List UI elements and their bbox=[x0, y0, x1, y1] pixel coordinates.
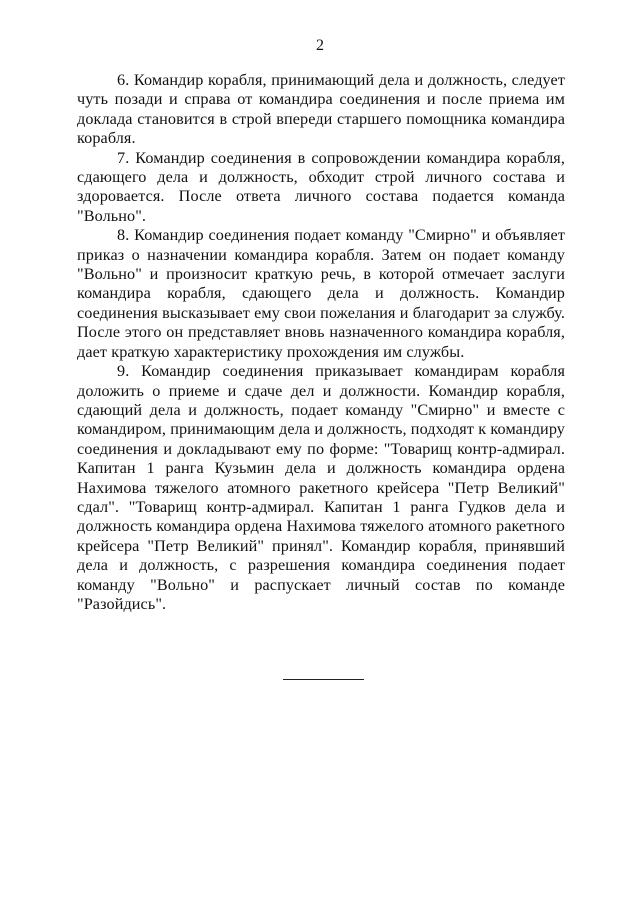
paragraph-7: 7. Командир соединения в сопровождении командира корабля, сдающего дела и должность, обходит строй личного состава и здоровается. После ответа личного состава подается команда "Вольно". bbox=[77, 148, 565, 225]
paragraph-6: 6. Командир корабля, принимающий дела и должность, следует чуть позади и справа от командира соединения и после приема им доклада становится в строй впереди старшего помощника командира корабля. bbox=[77, 71, 565, 148]
page-number: 2 bbox=[316, 37, 324, 54]
document-body bbox=[77, 71, 565, 614]
paragraph-8: 8. Командир соединения подает команду "Смирно" и объявляет приказ о назначении командира корабля. Затем он подает команду "Вольно" и произносит краткую речь, в которой отмечает заслуги командира корабля, сдающего дела и должность. Командир соединения высказывает ему свои пожелания и благодарит за службу. После этого он представляет вновь назначенного командира корабля, дает краткую характеристику прохождения им службы. bbox=[77, 226, 565, 361]
paragraph-9: 9. Командир соединения приказывает командирам корабля доложить о приеме и сдаче дел и должности. Командир корабля, сдающий дела и должность, подает команду "Смирно" и вместе с командиром, принимающим дела и должность, подходят к командиру соединения и докладывают ему по форме: "Товарищ контр-адмирал. Капитан 1 ранга Кузьмин дела и должность командира ордена Нахимова тяжелого атомного ракетного крейсера "Петр Великий" сдал". "Товарищ контр-адмирал. Капитан 1 ранга Гудков дела и должность командира ордена Нахимова тяжелого атомного ракетного крейсера "Петр Великий" принял". Командир корабля, принявший дела и должность, с разрешения командира соединения подает команду "Вольно" и распускает личный состав по команде "Разойдись". bbox=[77, 362, 565, 613]
end-of-document-rule bbox=[283, 679, 364, 680]
